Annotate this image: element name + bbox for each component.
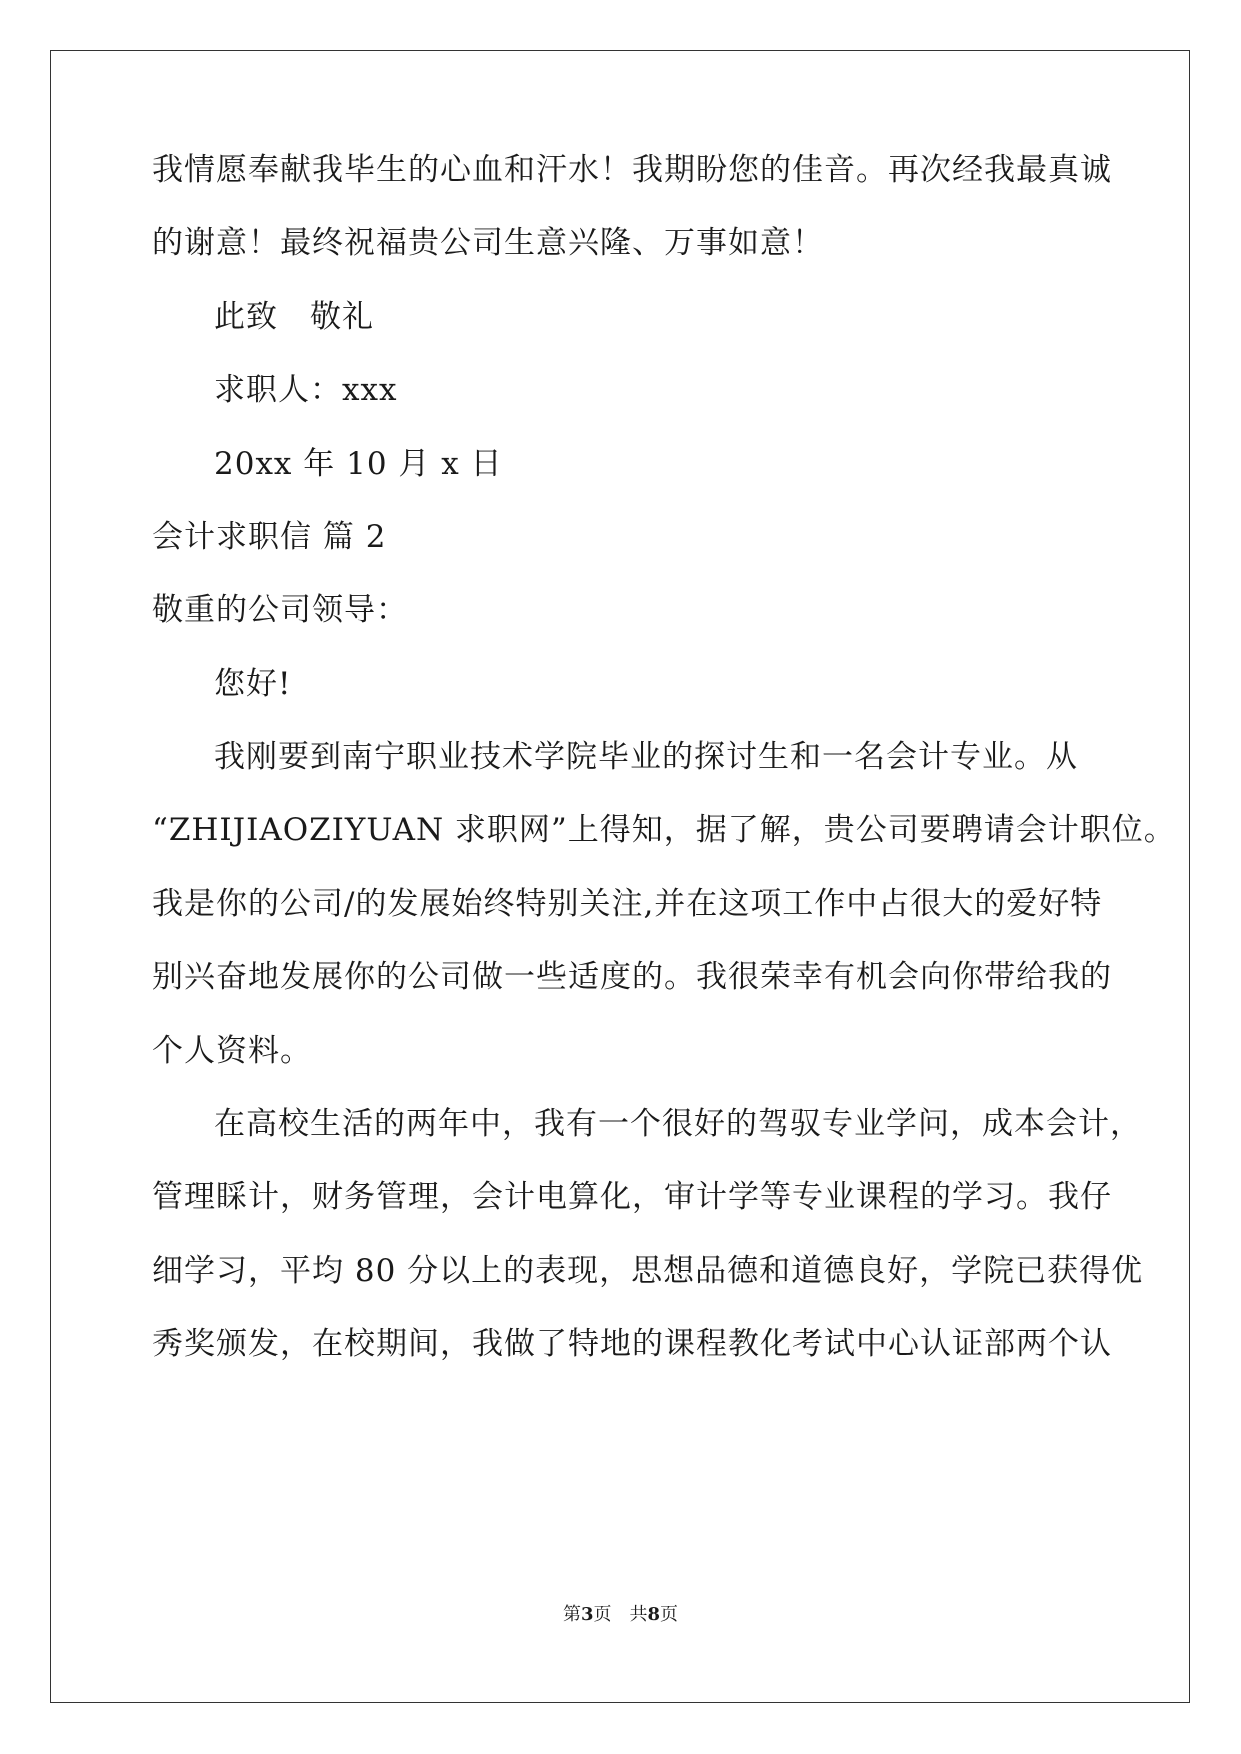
footer-prefix: 第	[562, 1604, 581, 1625]
footer-suffix: 页	[660, 1604, 679, 1625]
paragraph-2-line-3: 细学习，平均 80 分以上的表现，思想品德和道德良好，学院已获得优	[152, 1253, 1144, 1289]
paragraph-1-line-4: 别兴奋地发展你的公司做一些适度的。我很荣幸有机会向你带给我的	[152, 959, 1112, 995]
signature-applicant: 求职人：xxx	[214, 372, 398, 408]
paragraph-1-line-2: “ZHIJIAOZIYUAN 求职网”上得知，据了解，贵公司要聘请会计职位。	[152, 812, 1176, 848]
signature-date: 20xx 年 10 月 x 日	[214, 446, 503, 482]
paragraph-1-line-3: 我是你的公司/的发展始终特别关注,并在这项工作中占很大的爱好特	[152, 886, 1103, 922]
paragraph-2-line-4: 秀奖颁发，在校期间，我做了特地的课程教化考试中心认证部两个认	[152, 1326, 1112, 1362]
section-title: 会计求职信 篇 2	[152, 519, 387, 555]
letter-hello: 您好!	[214, 666, 292, 702]
letter-greeting: 敬重的公司领导：	[152, 592, 408, 628]
paragraph-2-line-1: 在高校生活的两年中，我有一个很好的驾驭专业学问，成本会计，	[214, 1106, 1142, 1142]
footer-current-page: 3	[580, 1604, 594, 1625]
closing-salutation: 此致 敬礼	[214, 299, 374, 335]
footer-middle: 页 共	[593, 1604, 648, 1625]
paragraph-2-line-2: 管理睬计，财务管理，会计电算化，审计学等专业课程的学习。我仔	[152, 1179, 1112, 1215]
footer-total-pages: 8	[647, 1604, 661, 1625]
page-number-footer	[0, 1603, 1241, 1627]
page-border	[50, 50, 1190, 1703]
body-line-1: 我情愿奉献我毕生的心血和汗水！我期盼您的佳音。再次经我最真诚	[152, 152, 1112, 188]
paragraph-1-line-5: 个人资料。	[152, 1033, 312, 1069]
paragraph-1-line-1: 我刚要到南宁职业技术学院毕业的探讨生和一名会计专业。从	[214, 739, 1078, 775]
body-line-2: 的谢意！最终祝福贵公司生意兴隆、万事如意！	[152, 225, 824, 261]
